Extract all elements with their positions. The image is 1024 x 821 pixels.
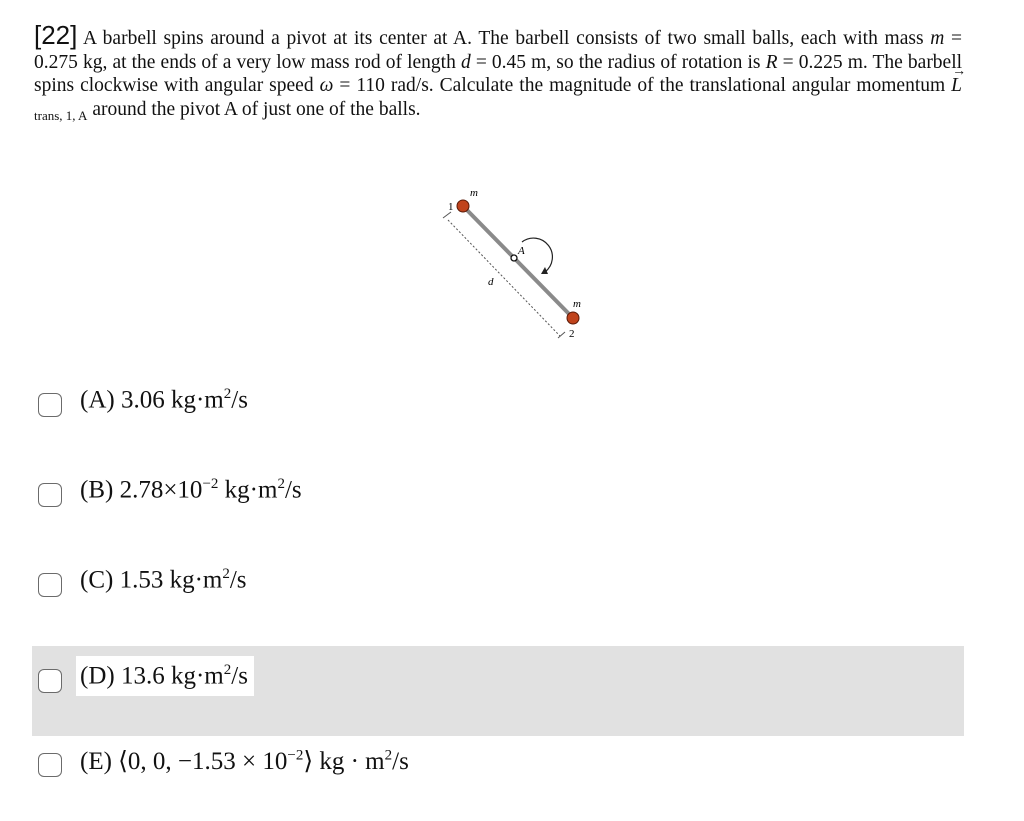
option-c-checkbox[interactable]: [38, 573, 62, 597]
option-b-label: (B) $2.78\times 10^{-2}$ $kg\cdot m^2/s$: [80, 476, 302, 504]
option-e[interactable]: [32, 730, 964, 820]
question-line-4-pre: Calculate the magnitude of the translational angular momentum: [439, 75, 946, 96]
question-line-3-pre: radius of rotation is: [607, 51, 761, 73]
option-b-checkbox[interactable]: [38, 483, 62, 507]
question-number: [22]: [34, 20, 78, 50]
question-line-1: A barbell spins around a pivot at its center at A. The barbell consists of two small balls,: [82, 28, 795, 49]
label-m-bottom: m: [573, 298, 581, 310]
pivot-point: [511, 255, 517, 261]
option-b[interactable]: [32, 460, 964, 550]
var-L-vector: → L: [951, 74, 962, 98]
ball-1: [457, 200, 469, 212]
dimension-line-d: [448, 220, 560, 336]
label-A: A: [518, 245, 525, 257]
barbell-figure: [430, 182, 600, 352]
option-a[interactable]: [32, 370, 964, 460]
option-c-label: (C) 1.53 $kg\cdot m^2/s$: [80, 566, 247, 594]
question-line-3-mid: = 0.225 m. The barbell spins clockwise with angular speed: [34, 51, 963, 96]
label-1: 1: [448, 201, 454, 213]
var-d: d: [460, 51, 471, 73]
option-e-checkbox[interactable]: [38, 753, 62, 777]
question-line-2-pre: each with mass: [800, 28, 924, 49]
ball-2: [567, 312, 579, 324]
option-c[interactable]: [32, 550, 964, 640]
question-line-2-mid: = 0.275 kg, at the ends of a very low mass rod of length: [34, 28, 962, 73]
question-line-5: just one of the balls.: [262, 98, 421, 120]
rotation-arrow: [522, 238, 552, 272]
option-e-label: (E) ⟨0, 0, $-1.53 \times 10^{-2}⟩$ kg · $m^2/s$: [80, 747, 409, 775]
var-omega: ω: [319, 75, 334, 96]
label-2: 2: [569, 328, 575, 340]
question-line-3-end: = 110 rad/s.: [339, 75, 434, 96]
option-d-label: (D) 13.6 $kg\cdot m^2/s$: [76, 656, 254, 696]
label-m-top: m: [470, 187, 478, 199]
question-line-4-end: around the pivot A of: [92, 98, 259, 120]
var-L-subscript: trans, 1, A: [34, 107, 88, 123]
barbell-rod: [463, 206, 573, 318]
var-R: R: [765, 51, 778, 73]
option-a-checkbox[interactable]: [38, 393, 62, 417]
dimension-tick-bottom: [558, 332, 565, 338]
var-m: m: [930, 28, 945, 49]
option-d[interactable]: [32, 646, 964, 736]
option-d-checkbox[interactable]: [38, 669, 62, 693]
question-text: [34, 20, 963, 127]
question-line-2-end: = 0.45 m, so the: [475, 51, 603, 73]
label-d: d: [488, 276, 494, 288]
option-a-label: (A) 3.06 $kg\cdot m^2/s$: [80, 386, 248, 414]
